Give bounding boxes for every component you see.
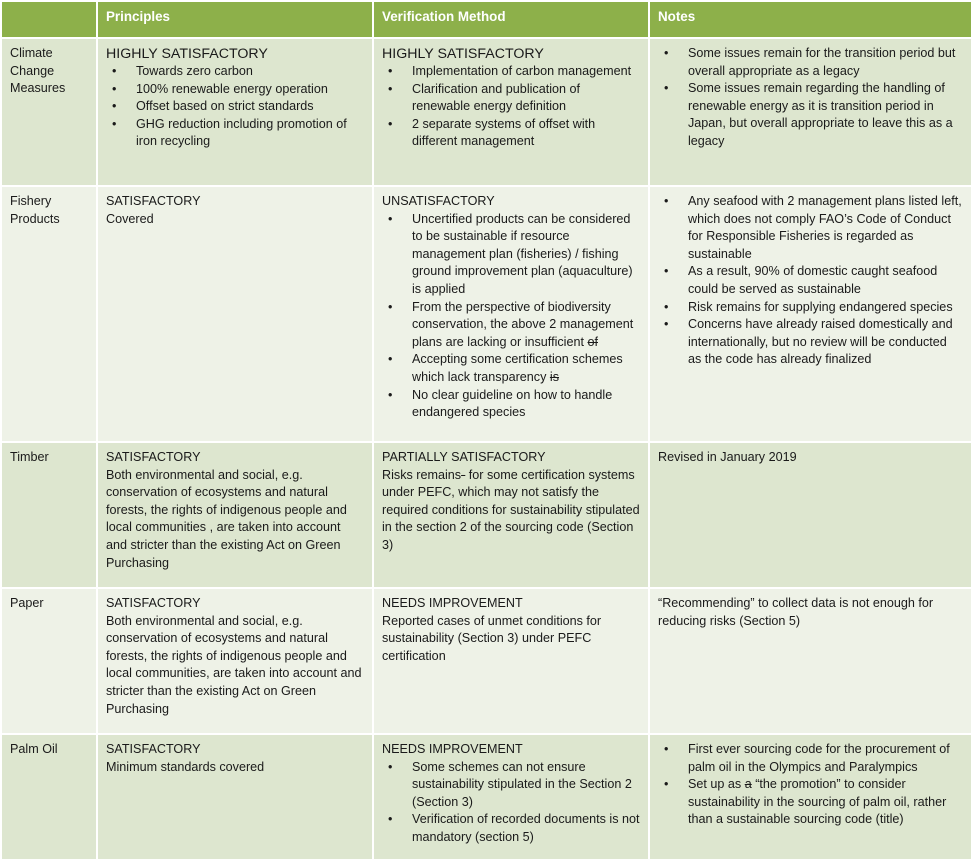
header-principles: Principles — [97, 1, 373, 38]
notes-list — [658, 193, 963, 369]
row-label: Paper — [1, 588, 97, 734]
struck-word: of — [587, 334, 598, 349]
principles-rating: SATISFACTORY — [106, 596, 201, 610]
list-item — [688, 776, 963, 829]
header-empty — [1, 1, 97, 38]
list-item-text: From the perspective of biodiversity conservation, the above 2 management plans are lacking or insufficient — [412, 299, 634, 349]
list-item-text: Accepting some certification schemes which lack transparency — [412, 352, 623, 384]
verification-rating: NEEDS IMPROVEMENT — [382, 596, 523, 610]
list-item: • Clarification and publication of renewable energy definition — [412, 81, 640, 116]
list-item: • As a result, 90% of domestic caught seafood could be served as sustainable — [688, 263, 963, 298]
verification-cell — [373, 38, 649, 186]
principles-rating: HIGHLY SATISFACTORY — [106, 46, 268, 62]
verification-rating: NEEDS IMPROVEMENT — [382, 742, 523, 756]
list-item: • Any seafood with 2 management plans listed left, which does not comply FAO’s Code of Conduct for Responsible Fisheries is regarded as sustainable — [688, 193, 963, 263]
list-item: • First ever sourcing code for the procurement of palm oil in the Olympics and Paralympics — [688, 741, 963, 776]
notes-list — [658, 741, 963, 829]
header-notes: Notes — [649, 1, 971, 38]
list-item: • Risk remains for supplying endangered species — [688, 299, 963, 317]
verification-text: Reported cases of unmet conditions for sustainability (Section 3) under PEFC certification — [382, 613, 602, 663]
list-item: • 2 separate systems of offset with different management — [412, 116, 640, 151]
notes-cell — [649, 734, 971, 860]
notes-cell — [649, 38, 971, 186]
principles-cell — [97, 186, 373, 442]
verification-cell — [373, 588, 649, 734]
principles-cell — [97, 588, 373, 734]
verification-cell — [373, 734, 649, 860]
verification-rating: UNSATISFACTORY — [382, 194, 495, 208]
verification-list — [382, 211, 640, 422]
verification-cell — [373, 442, 649, 588]
notes-cell — [649, 186, 971, 442]
list-item: • Some issues remain for the transition period but overall appropriate as a legacy — [688, 45, 963, 80]
list-item: • Uncertified products can be considered to be sustainable if resource management plan (fisheries) / fishing ground improvement plan (aquaculture) is applied — [412, 211, 640, 299]
notes-text: “Recommending” to collect data is not enough for reducing risks (Section 5) — [658, 596, 934, 628]
principles-text: Minimum standards covered — [106, 759, 265, 774]
list-item: • Some issues remain regarding the handling of renewable energy as it is transition period in Japan, but overall appropriate to leave this as a legacy — [688, 80, 963, 150]
row-label: Fishery Products — [1, 186, 97, 442]
list-item — [412, 299, 640, 352]
table-row-climate — [1, 38, 971, 186]
list-item-text: Set up as — [688, 777, 742, 792]
list-item: • Implementation of carbon management — [412, 63, 640, 81]
struck-word: is — [549, 369, 560, 384]
principles-list — [106, 63, 364, 151]
list-item: • Some schemes can not ensure sustainability stipulated in the Section 2 (Section 3) — [412, 759, 640, 812]
verification-text: Risks remains — [382, 467, 462, 482]
row-label: Palm Oil — [1, 734, 97, 860]
struck-word: a — [744, 777, 752, 792]
verification-rating: HIGHLY SATISFACTORY — [382, 46, 544, 62]
table-row-timber — [1, 442, 971, 588]
principles-cell — [97, 734, 373, 860]
list-item: • Towards zero carbon — [136, 63, 364, 81]
verification-rating: PARTIALLY SATISFACTORY — [382, 450, 546, 464]
principles-cell — [97, 38, 373, 186]
table-row-palm-oil — [1, 734, 971, 860]
header-row — [1, 1, 971, 38]
row-label: Timber — [1, 442, 97, 588]
list-item: • Concerns have already raised domestically and internationally, but no review will be conducted as the code has already finalized — [688, 316, 963, 369]
list-item: • 100% renewable energy operation — [136, 81, 364, 99]
list-item-text: “the promotion” to consider sustainability in the sourcing of palm oil, rather than a sustainable sourcing code (title) — [688, 777, 947, 827]
verification-text: for some certification systems under PEFC, which may not satisfy the required conditions for sustainability stipulated in the section 2 of the sourcing code (Section 3) — [382, 467, 640, 552]
principles-text: Covered — [106, 211, 154, 226]
verification-list — [382, 63, 640, 151]
struck-mark: - — [461, 467, 466, 482]
principles-rating: SATISFACTORY — [106, 450, 201, 464]
notes-cell — [649, 588, 971, 734]
list-item: • Offset based on strict standards — [136, 98, 364, 116]
principles-rating: SATISFACTORY — [106, 742, 201, 756]
principles-cell — [97, 442, 373, 588]
table-row-paper — [1, 588, 971, 734]
notes-text: Revised in January 2019 — [658, 450, 797, 464]
notes-list — [658, 45, 963, 151]
principles-text: Both environmental and social, e.g. conservation of ecosystems and natural forests, the rights of indigenous people and local communities , are taken into account and stricter than the existing Act on Green Purchasing — [106, 467, 347, 570]
list-item — [412, 351, 640, 386]
row-label: Climate Change Measures — [1, 38, 97, 186]
list-item: • GHG reduction including promotion of iron recycling — [136, 116, 364, 151]
list-item: • No clear guideline on how to handle endangered species — [412, 387, 640, 422]
table-row-fishery — [1, 186, 971, 442]
header-verification-method: Verification Method — [373, 1, 649, 38]
principles-text: Both environmental and social, e.g. conservation of ecosystems and natural forests, the rights of indigenous people and local communities, are taken into account and stricter than the existing Act on Green Purchasing — [106, 613, 362, 716]
list-item: • Verification of recorded documents is not mandatory (section 5) — [412, 811, 640, 846]
verification-list — [382, 759, 640, 847]
notes-cell — [649, 442, 971, 588]
principles-rating: SATISFACTORY — [106, 194, 201, 208]
verification-cell — [373, 186, 649, 442]
